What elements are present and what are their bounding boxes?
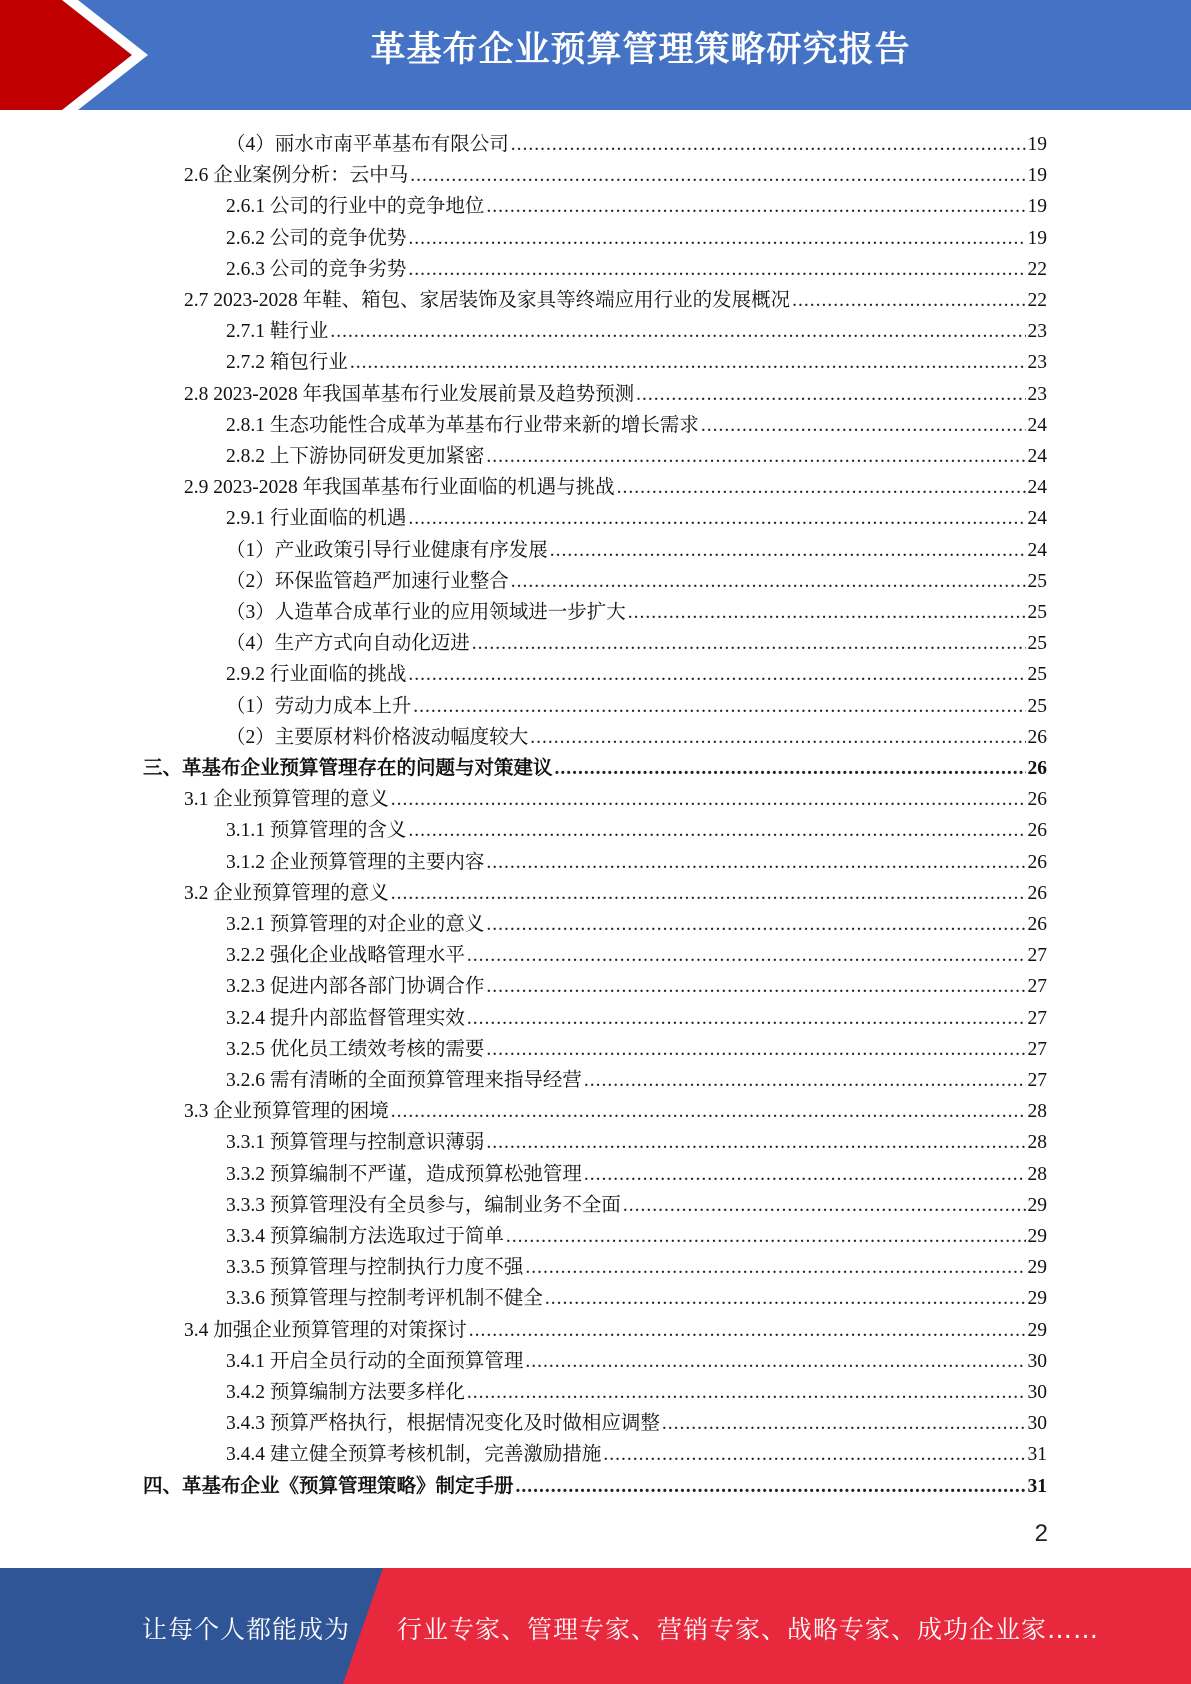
toc-leader-dots <box>511 569 1026 595</box>
toc-entry-page: 31 <box>1027 1475 1047 1497</box>
toc-leader-dots <box>636 382 1025 408</box>
toc-entry-label: （4）生产方式向自动化迈进 <box>226 633 470 655</box>
toc-entry-label: 3.2.6 需有清晰的全面预算管理来指导经营 <box>226 1070 582 1091</box>
toc-leader-dots <box>486 850 1025 876</box>
toc-leader-dots <box>408 818 1025 844</box>
toc-leader-dots <box>486 444 1025 470</box>
toc-entry-label: 3.2.1 预算管理的对企业的意义 <box>226 914 485 935</box>
toc-leader-dots <box>511 132 1026 158</box>
toc-entry[interactable] <box>226 1032 1047 1063</box>
toc-entry-page: 22 <box>1027 290 1047 311</box>
toc-entry-label: （3）人造革合成革行业的应用领域进一步扩大 <box>226 602 626 623</box>
toc-entry[interactable] <box>184 377 1047 408</box>
toc-entry-page: 24 <box>1027 477 1047 499</box>
toc-leader-dots <box>467 1006 1026 1032</box>
toc-entry-page: 25 <box>1027 602 1047 623</box>
toc-entry[interactable] <box>226 314 1047 345</box>
toc-entry-page: 29 <box>1027 1194 1047 1216</box>
toc-entry-label: 2.6.2 公司的竞争优势 <box>226 227 407 249</box>
toc-entry[interactable] <box>226 1406 1047 1437</box>
toc-entry-label: 3.3.3 预算管理没有全员参与，编制业务不全面 <box>226 1194 621 1216</box>
toc-entry-label: 3.3.4 预算编制方法选取过于简单 <box>226 1226 504 1247</box>
toc-leader-dots <box>391 881 1026 907</box>
toc-entry-page: 27 <box>1027 976 1047 998</box>
toc-entry-label: 3.2.2 强化企业战略管理水平 <box>226 945 465 967</box>
toc-entry-page: 23 <box>1027 383 1047 405</box>
toc-entry-page: 30 <box>1027 1413 1047 1435</box>
toc-leader-dots <box>413 694 1025 720</box>
toc-entry-page: 30 <box>1027 1382 1047 1403</box>
toc-entry[interactable] <box>226 221 1047 252</box>
toc-entry-label: （4）丽水市南平革基布有限公司 <box>226 134 509 155</box>
toc-leader-dots <box>391 1099 1026 1125</box>
toc-entry[interactable] <box>226 845 1047 876</box>
toc-leader-dots <box>410 163 1025 189</box>
toc-leader-dots <box>530 725 1025 751</box>
toc-leader-dots <box>525 1349 1025 1375</box>
toc-entry[interactable] <box>184 158 1047 189</box>
toc-leader-dots <box>584 1068 1026 1094</box>
toc-leader-dots <box>408 506 1025 532</box>
toc-entry[interactable] <box>226 720 1047 751</box>
header-banner <box>0 0 1191 110</box>
toc-entry-label: 2.7.2 箱包行业 <box>226 352 348 374</box>
toc-leader-dots <box>701 413 1026 439</box>
toc-entry-page: 22 <box>1027 258 1047 280</box>
toc-leader-dots <box>391 787 1026 813</box>
toc-entry[interactable] <box>226 1281 1047 1312</box>
toc-entry-page: 29 <box>1027 1226 1047 1247</box>
toc-leader-dots <box>792 288 1025 314</box>
toc-entry-page: 26 <box>1027 726 1047 748</box>
toc-entry-label: 2.8 2023-2028 年我国革基布行业发展前景及趋势预测 <box>184 383 635 405</box>
toc-entry[interactable] <box>226 127 1047 158</box>
toc-entry-label: 2.9.1 行业面临的机遇 <box>226 508 407 530</box>
toc-leader-dots <box>472 631 1026 657</box>
toc-entry[interactable] <box>226 501 1047 532</box>
toc-entry-label: 3.2 企业预算管理的意义 <box>184 882 389 904</box>
toc-entry-page: 28 <box>1027 1132 1047 1154</box>
document-title: 革基布企业预算管理策略研究报告 <box>370 30 911 70</box>
toc-entry-page: 28 <box>1027 1101 1047 1123</box>
toc-leader-dots <box>545 1286 1026 1312</box>
toc-entry-page: 26 <box>1027 914 1047 935</box>
footer-banner <box>0 1568 1191 1684</box>
toc-entry-label: （1）劳动力成本上升 <box>226 695 412 717</box>
toc-entry[interactable] <box>184 283 1047 314</box>
toc-entry-label: 3.3.2 预算编制不严谨，造成预算松弛管理 <box>226 1163 582 1185</box>
toc-entry-label: 3.3.5 预算管理与控制执行力度不强 <box>226 1257 524 1279</box>
toc-entry-label: 2.7 2023-2028 年鞋、箱包、家居装饰及家具等终端应用行业的发展概况 <box>184 290 791 311</box>
toc-entry[interactable] <box>226 595 1047 626</box>
toc-entry[interactable] <box>226 1125 1047 1156</box>
toc-entry-page: 24 <box>1027 414 1047 436</box>
toc-leader-dots <box>486 194 1025 220</box>
toc-entry-label: 3.2.4 提升内部监督管理实效 <box>226 1007 465 1029</box>
toc-entry-page: 24 <box>1027 508 1047 530</box>
toc-entry[interactable] <box>226 252 1047 283</box>
toc-entry-page: 23 <box>1027 352 1047 374</box>
toc-entry[interactable] <box>226 969 1047 1000</box>
toc-entry-page: 19 <box>1027 196 1047 218</box>
toc-chapter-entry[interactable] <box>143 1469 1047 1500</box>
toc-entry-label: 3.4.3 预算严格执行，根据情况变化及时做相应调整 <box>226 1413 660 1435</box>
toc-leader-dots <box>408 226 1025 252</box>
toc-entry-label: 四、革基布企业《预算管理策略》制定手册 <box>143 1475 514 1497</box>
toc-leader-dots <box>469 1318 1026 1344</box>
toc-entry[interactable] <box>226 1188 1047 1219</box>
toc-leader-dots <box>408 662 1025 688</box>
toc-entry[interactable] <box>226 1157 1047 1188</box>
toc-entry-page: 29 <box>1027 1257 1047 1279</box>
toc-entry-label: 3.1.2 企业预算管理的主要内容 <box>226 851 485 873</box>
page-number: 2 <box>1034 1520 1048 1547</box>
toc-entry-label: 2.7.1 鞋行业 <box>226 321 329 343</box>
toc-leader-dots <box>525 1255 1025 1281</box>
toc-entry-label: 3.3.6 预算管理与控制考评机制不健全 <box>226 1288 543 1310</box>
toc-leader-dots <box>516 1474 1026 1500</box>
toc-entry-page: 26 <box>1027 882 1047 904</box>
toc-entry[interactable] <box>184 782 1047 813</box>
toc-leader-dots <box>330 319 1025 345</box>
toc-leader-dots <box>408 257 1025 283</box>
toc-entry-label: 2.9 2023-2028 年我国革基布行业面临的机遇与挑战 <box>184 477 615 499</box>
toc-entry-page: 26 <box>1027 758 1047 779</box>
toc-entry[interactable] <box>226 439 1047 470</box>
toc-leader-dots <box>617 475 1026 501</box>
toc-entry[interactable] <box>226 1344 1047 1375</box>
toc-entry[interactable] <box>226 813 1047 844</box>
toc-entry-label: 2.8.2 上下游协同研发更加紧密 <box>226 446 485 467</box>
toc-entry[interactable] <box>226 689 1047 720</box>
toc-entry-label: 3.4 加强企业预算管理的对策探讨 <box>184 1319 467 1341</box>
toc-entry-label: （1）产业政策引导行业健康有序发展 <box>226 539 548 561</box>
toc-entry[interactable] <box>226 938 1047 969</box>
toc-entry-page: 24 <box>1027 446 1047 467</box>
toc-entry[interactable] <box>184 1313 1047 1344</box>
toc-entry[interactable] <box>226 1219 1047 1250</box>
toc-entry-label: 3.4.2 预算编制方法要多样化 <box>226 1382 465 1403</box>
toc-entry-label: 3.1.1 预算管理的含义 <box>226 820 407 842</box>
toc-entry-page: 31 <box>1027 1444 1047 1466</box>
toc-entry[interactable] <box>226 1437 1047 1468</box>
toc-leader-dots <box>486 1037 1025 1063</box>
toc-entry-label: 3.2.3 促进内部各部门协调合作 <box>226 976 485 998</box>
toc-entry-page: 25 <box>1027 664 1047 686</box>
toc-entry-label: （2）主要原材料价格波动幅度较大 <box>226 726 529 748</box>
toc-entry-label: 3.3.1 预算管理与控制意识薄弱 <box>226 1132 485 1154</box>
toc-leader-dots <box>506 1224 1026 1250</box>
toc-entry[interactable] <box>226 657 1047 688</box>
toc-entry[interactable] <box>226 907 1047 938</box>
toc-entry-page: 27 <box>1027 1007 1047 1029</box>
toc-entry-label: （2）环保监管趋严加速行业整合 <box>226 570 509 592</box>
toc-leader-dots <box>662 1411 1026 1437</box>
toc-entry-page: 30 <box>1027 1350 1047 1372</box>
toc-leader-dots <box>486 974 1025 1000</box>
toc-leader-dots <box>467 943 1026 969</box>
toc-entry[interactable] <box>226 1375 1047 1406</box>
toc-entry-page: 24 <box>1027 539 1047 561</box>
toc-entry[interactable] <box>226 1250 1047 1281</box>
toc-entry-page: 25 <box>1027 695 1047 717</box>
toc-entry-label: 2.6.3 公司的竞争劣势 <box>226 258 407 280</box>
toc-entry-page: 26 <box>1027 789 1047 811</box>
footer-slogan-left: 让每个人都能成为 <box>142 1615 351 1644</box>
toc-entry-label: 3.3 企业预算管理的困境 <box>184 1101 389 1123</box>
toc-entry[interactable] <box>184 470 1047 501</box>
toc-leader-dots <box>555 756 1026 782</box>
toc-entry-page: 27 <box>1027 1038 1047 1060</box>
toc-leader-dots <box>350 350 1026 376</box>
toc-entry-page: 19 <box>1027 227 1047 249</box>
toc-entry-page: 23 <box>1027 321 1047 343</box>
toc-entry-label: 3.1 企业预算管理的意义 <box>184 789 389 811</box>
toc-leader-dots <box>603 1442 1025 1468</box>
toc-entry-label: 2.6 企业案例分析：云中马 <box>184 165 409 187</box>
toc-entry[interactable] <box>226 345 1047 376</box>
toc-entry-page: 29 <box>1027 1288 1047 1310</box>
toc-entry-page: 27 <box>1027 945 1047 967</box>
toc-entry-page: 27 <box>1027 1070 1047 1091</box>
toc-leader-dots <box>550 538 1026 564</box>
toc-entry-label: 2.8.1 生态功能性合成革为革基布行业带来新的增长需求 <box>226 414 699 436</box>
toc-entry[interactable] <box>226 564 1047 595</box>
toc-leader-dots <box>584 1162 1026 1188</box>
toc-chapter-entry[interactable] <box>143 751 1047 782</box>
toc-entry-label: 3.4.4 建立健全预算考核机制，完善激励措施 <box>226 1444 602 1466</box>
toc-entry-label: 3.4.1 开启全员行动的全面预算管理 <box>226 1350 524 1372</box>
toc-leader-dots <box>623 1193 1026 1219</box>
toc-entry[interactable] <box>226 1063 1047 1094</box>
toc-entry-page: 25 <box>1027 570 1047 592</box>
toc-leader-dots <box>486 1130 1025 1156</box>
toc-leader-dots <box>467 1380 1026 1406</box>
toc-entry[interactable] <box>226 408 1047 439</box>
toc-entry-page: 26 <box>1027 820 1047 842</box>
toc-entry-page: 19 <box>1027 165 1047 187</box>
toc-entry-label: 2.6.1 公司的行业中的竞争地位 <box>226 196 485 218</box>
toc-entry-label: 2.9.2 行业面临的挑战 <box>226 664 407 686</box>
toc-entry[interactable] <box>184 1094 1047 1125</box>
toc-leader-dots <box>486 912 1025 938</box>
toc-entry[interactable] <box>226 189 1047 220</box>
toc-entry[interactable] <box>226 626 1047 657</box>
toc-entry-page: 19 <box>1027 134 1047 155</box>
toc-entry-label: 三、革基布企业预算管理存在的问题与对策建议 <box>143 758 553 779</box>
toc-entry-page: 29 <box>1027 1319 1047 1341</box>
toc-entry-page: 25 <box>1027 633 1047 655</box>
toc-entry[interactable] <box>226 533 1047 564</box>
toc-entry[interactable] <box>226 1001 1047 1032</box>
toc-entry-page: 26 <box>1027 851 1047 873</box>
toc-entry-page: 28 <box>1027 1163 1047 1185</box>
toc-entry[interactable] <box>184 876 1047 907</box>
footer-slogan-right: 行业专家、管理专家、营销专家、战略专家、成功企业家…… <box>397 1615 1100 1644</box>
toc-leader-dots <box>628 600 1026 626</box>
toc-entry-label: 3.2.5 优化员工绩效考核的需要 <box>226 1038 485 1060</box>
